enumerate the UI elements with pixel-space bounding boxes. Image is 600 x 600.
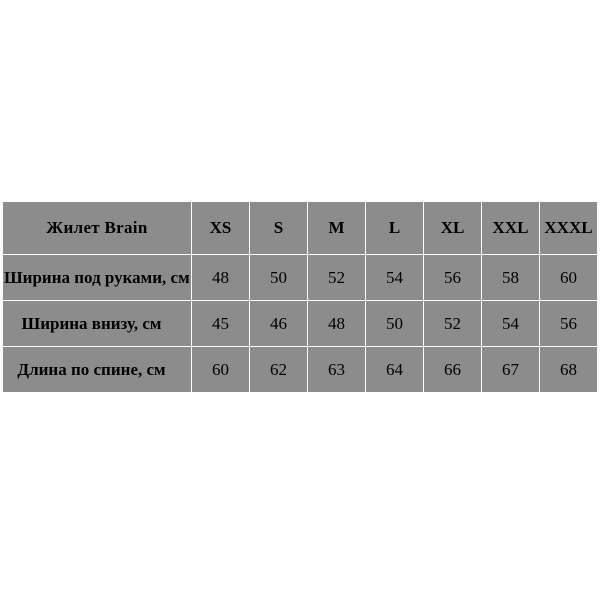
cell-chest-xs: 48 [192,255,250,301]
size-header-m: M [308,202,366,255]
size-header-xxl: XXL [482,202,540,255]
size-header-s: S [250,202,308,255]
cell-length-s: 62 [250,347,308,393]
table-row [3,255,598,301]
cell-chest-l: 54 [366,255,424,301]
cell-length-xxxl: 68 [540,347,598,393]
cell-bottom-xxxl: 56 [540,301,598,347]
cell-length-xxl: 67 [482,347,540,393]
cell-bottom-xl: 52 [424,301,482,347]
cell-chest-m: 52 [308,255,366,301]
cell-chest-s: 50 [250,255,308,301]
cell-chest-xl: 56 [424,255,482,301]
brand-title: Жилет Brain [3,202,192,255]
cell-length-l: 64 [366,347,424,393]
row-label-back-length: Длина по спине, см [3,347,192,393]
size-header-xl: XL [424,202,482,255]
cell-bottom-l: 50 [366,301,424,347]
cell-chest-xxxl: 60 [540,255,598,301]
size-chart-body [3,255,598,393]
cell-chest-xxl: 58 [482,255,540,301]
cell-bottom-xxl: 54 [482,301,540,347]
table-row [3,347,598,393]
size-header-xs: XS [192,202,250,255]
row-label-bottom-width: Ширина внизу, см [3,301,192,347]
table-header-row [3,202,598,255]
size-chart-table [2,201,598,393]
size-header-l: L [366,202,424,255]
cell-length-m: 63 [308,347,366,393]
size-chart-header [3,202,598,255]
cell-bottom-m: 48 [308,301,366,347]
table-row [3,301,598,347]
cell-bottom-s: 46 [250,301,308,347]
cell-length-xs: 60 [192,347,250,393]
row-label-chest-width: Ширина под руками, см [3,255,192,301]
cell-length-xl: 66 [424,347,482,393]
size-header-xxxl: XXXL [540,202,598,255]
cell-bottom-xs: 45 [192,301,250,347]
